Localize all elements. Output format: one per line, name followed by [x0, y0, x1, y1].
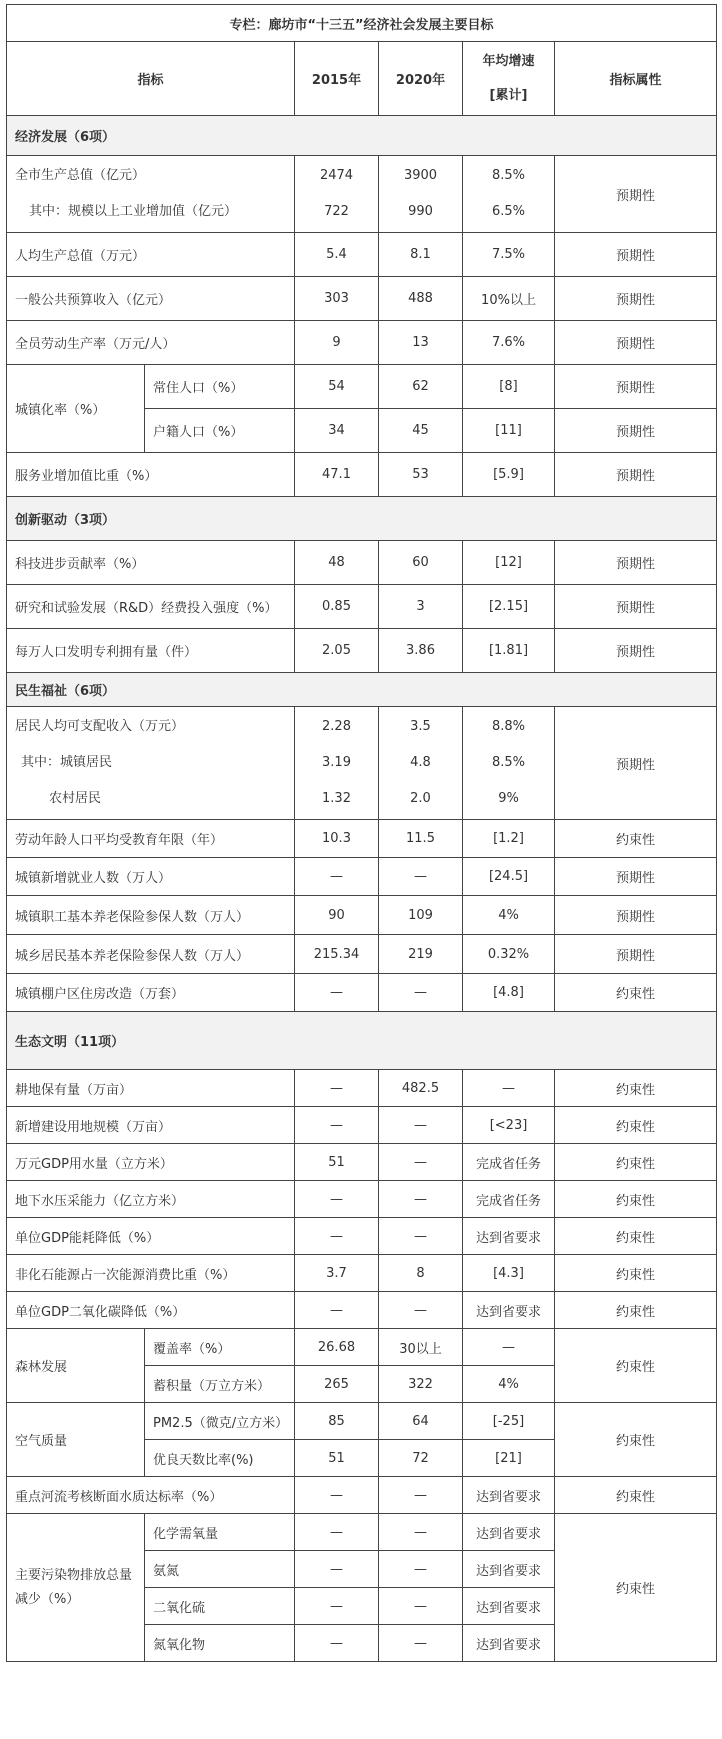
urban-resident-2020: 62	[379, 365, 463, 409]
income-rural-2015: 1.32	[322, 791, 351, 806]
housing-2020: —	[379, 974, 463, 1012]
education-growth: [1.2]	[463, 820, 555, 858]
air-good-days-name: 优良天数比率(%)	[145, 1440, 295, 1477]
river-growth: 达到省要求	[463, 1477, 555, 1514]
patents-name: 每万人口发明专利拥有量（件）	[7, 629, 295, 673]
river-attr: 约束性	[555, 1477, 717, 1514]
forest-stock-name: 蓄积量（万立方米）	[145, 1366, 295, 1403]
tech-2020: 60	[379, 541, 463, 585]
services-attr: 预期性	[555, 453, 717, 497]
income-rural-name: 农村居民	[49, 791, 102, 806]
urban-resident-attr: 预期性	[555, 365, 717, 409]
table-row	[7, 858, 717, 896]
co2-2020: —	[379, 1292, 463, 1329]
pollutants-nox-2020: —	[379, 1625, 463, 1662]
productivity-attr: 预期性	[555, 321, 717, 365]
pension-rural-2015: 215.34	[295, 935, 379, 974]
pollutants-so2-name: 二氧化硫	[145, 1588, 295, 1625]
table-title: 专栏：廊坊市“十三五”经济社会发展主要目标	[7, 5, 717, 42]
pension-rural-2020: 219	[379, 935, 463, 974]
employment-attr: 预期性	[555, 858, 717, 896]
income-urban-name: 其中：城镇居民	[21, 755, 113, 770]
water-gdp-growth: 完成省任务	[463, 1144, 555, 1181]
education-name: 劳动年龄人口平均受教育年限（年）	[7, 820, 295, 858]
new-land-growth: [<23]	[463, 1107, 555, 1144]
budget-2015: 303	[295, 277, 379, 321]
services-growth: [5.9]	[463, 453, 555, 497]
services-name: 服务业增加值比重（%）	[7, 453, 295, 497]
table-row	[7, 321, 717, 365]
budget-2020: 488	[379, 277, 463, 321]
urban-registered-attr: 预期性	[555, 409, 717, 453]
table-row	[7, 1107, 717, 1144]
header-2020: 2020年	[379, 42, 463, 116]
header-row	[7, 42, 717, 116]
co2-attr: 约束性	[555, 1292, 717, 1329]
pension-urban-name: 城镇职工基本养老保险参保人数（万人）	[7, 896, 295, 935]
employment-growth: [24.5]	[463, 858, 555, 896]
pollutants-attr: 约束性	[555, 1514, 717, 1662]
gdp-per-capita-2015: 5.4	[295, 233, 379, 277]
table-row	[7, 365, 717, 409]
nonfossil-attr: 约束性	[555, 1255, 717, 1292]
nonfossil-2015: 3.7	[295, 1255, 379, 1292]
gdp-name: 全市生产总值（亿元）	[15, 168, 146, 183]
row-2020-gdp	[379, 156, 463, 233]
pollutants-nox-2015: —	[295, 1625, 379, 1662]
pension-rural-growth: 0.32%	[463, 935, 555, 974]
header-indicator: 指标	[7, 42, 295, 116]
urban-registered-2015: 34	[295, 409, 379, 453]
pollutants-so2-2015: —	[295, 1588, 379, 1625]
section-row	[7, 497, 717, 541]
section-row	[7, 1012, 717, 1070]
table-row	[7, 1292, 717, 1329]
row-2015-income	[295, 707, 379, 820]
new-land-name: 新增建设用地规模（万亩）	[7, 1107, 295, 1144]
income-2015: 2.28	[322, 719, 351, 734]
gdp-2015: 2474	[319, 168, 354, 183]
table-row	[7, 541, 717, 585]
income-urban-2020: 4.8	[410, 755, 431, 770]
table-row	[7, 1403, 717, 1440]
table-row	[7, 277, 717, 321]
header-2015: 2015年	[295, 42, 379, 116]
housing-attr: 约束性	[555, 974, 717, 1012]
income-rural-growth: 9%	[498, 791, 519, 806]
table-row	[7, 707, 717, 820]
income-urban-growth: 8.5%	[491, 755, 526, 770]
river-2020: —	[379, 1477, 463, 1514]
pollutants-cod-name: 化学需氧量	[145, 1514, 295, 1551]
air-good-days-2015: 51	[295, 1440, 379, 1477]
urban-registered-growth: [11]	[463, 409, 555, 453]
farmland-2020: 482.5	[379, 1070, 463, 1107]
pollutants-nox-growth: 达到省要求	[463, 1625, 555, 1662]
table-row	[7, 820, 717, 858]
services-2015: 47.1	[295, 453, 379, 497]
industry-name: 其中：规模以上工业增加值（亿元）	[29, 204, 238, 219]
section-innovation: 创新驱动（3项）	[7, 497, 717, 541]
nonfossil-growth: [4.3]	[463, 1255, 555, 1292]
table-row	[7, 156, 717, 233]
row-name-gdp	[7, 156, 295, 233]
table-row	[7, 1477, 717, 1514]
tech-2015: 48	[295, 541, 379, 585]
housing-growth: [4.8]	[463, 974, 555, 1012]
pension-urban-growth: 4%	[463, 896, 555, 935]
housing-2015: —	[295, 974, 379, 1012]
pollutants-cod-growth: 达到省要求	[463, 1514, 555, 1551]
pension-rural-attr: 预期性	[555, 935, 717, 974]
income-urban-2015: 3.19	[322, 755, 351, 770]
pollutants-ammonia-growth: 达到省要求	[463, 1551, 555, 1588]
forest-coverage-2015: 26.68	[295, 1329, 379, 1366]
co2-name: 单位GDP二氧化碳降低（%）	[7, 1292, 295, 1329]
table-row	[7, 1329, 717, 1366]
forest-stock-2020: 322	[379, 1366, 463, 1403]
income-name: 居民人均可支配收入（万元）	[15, 719, 185, 734]
urban-registered-2020: 45	[379, 409, 463, 453]
table-row	[7, 1514, 717, 1551]
tech-attr: 预期性	[555, 541, 717, 585]
forest-coverage-name: 覆盖率（%）	[145, 1329, 295, 1366]
section-row	[7, 116, 717, 156]
section-ecology: 生态文明（11项）	[7, 1012, 717, 1070]
water-gdp-attr: 约束性	[555, 1144, 717, 1181]
river-2015: —	[295, 1477, 379, 1514]
new-land-2020: —	[379, 1107, 463, 1144]
energy-attr: 约束性	[555, 1218, 717, 1255]
education-2020: 11.5	[379, 820, 463, 858]
budget-name: 一般公共预算收入（亿元）	[7, 277, 295, 321]
pension-urban-2015: 90	[295, 896, 379, 935]
tech-name: 科技进步贡献率（%）	[7, 541, 295, 585]
pollutants-ammonia-2020: —	[379, 1551, 463, 1588]
patents-attr: 预期性	[555, 629, 717, 673]
nonfossil-name: 非化石能源占一次能源消费比重（%）	[7, 1255, 295, 1292]
forest-attr: 约束性	[555, 1329, 717, 1403]
gdp-per-capita-name: 人均生产总值（万元）	[7, 233, 295, 277]
groundwater-growth: 完成省任务	[463, 1181, 555, 1218]
table-row	[7, 233, 717, 277]
co2-2015: —	[295, 1292, 379, 1329]
gdp-growth: 8.5%	[491, 168, 526, 183]
pension-rural-name: 城乡居民基本养老保险参保人数（万人）	[7, 935, 295, 974]
gdp-attr: 预期性	[555, 156, 717, 233]
income-growth: 8.8%	[491, 719, 526, 734]
forest-stock-growth: 4%	[463, 1366, 555, 1403]
river-name: 重点河流考核断面水质达标率（%）	[7, 1477, 295, 1514]
patents-2015: 2.05	[295, 629, 379, 673]
rd-name: 研究和试验发展（R&D）经费投入强度（%）	[7, 585, 295, 629]
patents-growth: [1.81]	[463, 629, 555, 673]
table-row	[7, 1255, 717, 1292]
industry-2015: 722	[324, 204, 349, 219]
table-row	[7, 1181, 717, 1218]
pollutants-cod-2020: —	[379, 1514, 463, 1551]
pension-urban-attr: 预期性	[555, 896, 717, 935]
table-row	[7, 629, 717, 673]
rd-2020: 3	[379, 585, 463, 629]
forest-coverage-growth: —	[463, 1329, 555, 1366]
table-row	[7, 1070, 717, 1107]
income-rural-2020: 2.0	[410, 791, 431, 806]
table-title-row	[7, 5, 717, 42]
air-pm25-2020: 64	[379, 1403, 463, 1440]
rd-attr: 预期性	[555, 585, 717, 629]
services-2020: 53	[379, 453, 463, 497]
urban-resident-name: 常住人口（%）	[145, 365, 295, 409]
air-pm25-name: PM2.5（微克/立方米）	[145, 1403, 295, 1440]
section-row	[7, 673, 717, 707]
rd-growth: [2.15]	[463, 585, 555, 629]
productivity-growth: 7.6%	[463, 321, 555, 365]
tech-growth: [12]	[463, 541, 555, 585]
pollutants-ammonia-2015: —	[295, 1551, 379, 1588]
groundwater-2020: —	[379, 1181, 463, 1218]
header-growth-line1: 年均增速	[482, 53, 535, 69]
gdp-per-capita-growth: 7.5%	[463, 233, 555, 277]
header-growth	[463, 42, 555, 116]
pollutants-so2-growth: 达到省要求	[463, 1588, 555, 1625]
pollutants-cod-2015: —	[295, 1514, 379, 1551]
urban-resident-2015: 54	[295, 365, 379, 409]
pension-urban-2020: 109	[379, 896, 463, 935]
pollutants-ammonia-name: 氨氮	[145, 1551, 295, 1588]
income-attr: 预期性	[555, 707, 717, 820]
groundwater-2015: —	[295, 1181, 379, 1218]
energy-name: 单位GDP能耗降低（%）	[7, 1218, 295, 1255]
header-attribute: 指标属性	[555, 42, 717, 116]
groundwater-name: 地下水压采能力（亿立方米）	[7, 1181, 295, 1218]
co2-growth: 达到省要求	[463, 1292, 555, 1329]
education-attr: 约束性	[555, 820, 717, 858]
farmland-2015: —	[295, 1070, 379, 1107]
employment-2020: —	[379, 858, 463, 896]
targets-table	[6, 4, 717, 1662]
pollutants-so2-2020: —	[379, 1588, 463, 1625]
forest-coverage-2020: 30以上	[379, 1329, 463, 1366]
productivity-2015: 9	[295, 321, 379, 365]
energy-2020: —	[379, 1218, 463, 1255]
forest-name: 森林发展	[7, 1329, 145, 1403]
row-2020-income	[379, 707, 463, 820]
section-welfare: 民生福祉（6项）	[7, 673, 717, 707]
water-gdp-2020: —	[379, 1144, 463, 1181]
water-gdp-name: 万元GDP用水量（立方米）	[7, 1144, 295, 1181]
air-pm25-growth: [-25]	[463, 1403, 555, 1440]
row-2015-gdp	[295, 156, 379, 233]
gdp-per-capita-attr: 预期性	[555, 233, 717, 277]
row-growth-income	[463, 707, 555, 820]
air-name: 空气质量	[7, 1403, 145, 1477]
pollutants-name: 主要污染物排放总量减少（%）	[7, 1514, 145, 1662]
farmland-growth: —	[463, 1070, 555, 1107]
urban-resident-growth: [8]	[463, 365, 555, 409]
rd-2015: 0.85	[295, 585, 379, 629]
table-row	[7, 935, 717, 974]
budget-attr: 预期性	[555, 277, 717, 321]
air-good-days-2020: 72	[379, 1440, 463, 1477]
air-attr: 约束性	[555, 1403, 717, 1477]
productivity-name: 全员劳动生产率（万元/人）	[7, 321, 295, 365]
table-row	[7, 974, 717, 1012]
patents-2020: 3.86	[379, 629, 463, 673]
gdp-2020: 3900	[403, 168, 438, 183]
productivity-2020: 13	[379, 321, 463, 365]
section-economy: 经济发展（6项）	[7, 116, 717, 156]
budget-growth: 10%以上	[463, 277, 555, 321]
urban-registered-name: 户籍人口（%）	[145, 409, 295, 453]
air-good-days-growth: [21]	[463, 1440, 555, 1477]
row-growth-gdp	[463, 156, 555, 233]
income-2020: 3.5	[410, 719, 431, 734]
education-2015: 10.3	[295, 820, 379, 858]
farmland-attr: 约束性	[555, 1070, 717, 1107]
industry-growth: 6.5%	[491, 204, 526, 219]
table-row	[7, 1144, 717, 1181]
employment-name: 城镇新增就业人数（万人）	[7, 858, 295, 896]
industry-2020: 990	[408, 204, 433, 219]
table-row	[7, 896, 717, 935]
header-growth-line2: [累计]	[489, 87, 528, 103]
table-row	[7, 1218, 717, 1255]
nonfossil-2020: 8	[379, 1255, 463, 1292]
new-land-2015: —	[295, 1107, 379, 1144]
water-gdp-2015: 51	[295, 1144, 379, 1181]
housing-name: 城镇棚户区住房改造（万套）	[7, 974, 295, 1012]
table-row	[7, 585, 717, 629]
air-pm25-2015: 85	[295, 1403, 379, 1440]
new-land-attr: 约束性	[555, 1107, 717, 1144]
pollutants-nox-name: 氮氧化物	[145, 1625, 295, 1662]
gdp-per-capita-2020: 8.1	[379, 233, 463, 277]
groundwater-attr: 约束性	[555, 1181, 717, 1218]
farmland-name: 耕地保有量（万亩）	[7, 1070, 295, 1107]
energy-growth: 达到省要求	[463, 1218, 555, 1255]
energy-2015: —	[295, 1218, 379, 1255]
row-name-income	[7, 707, 295, 820]
urbanization-name: 城镇化率（%）	[7, 365, 145, 453]
table-row	[7, 453, 717, 497]
forest-stock-2015: 265	[295, 1366, 379, 1403]
employment-2015: —	[295, 858, 379, 896]
